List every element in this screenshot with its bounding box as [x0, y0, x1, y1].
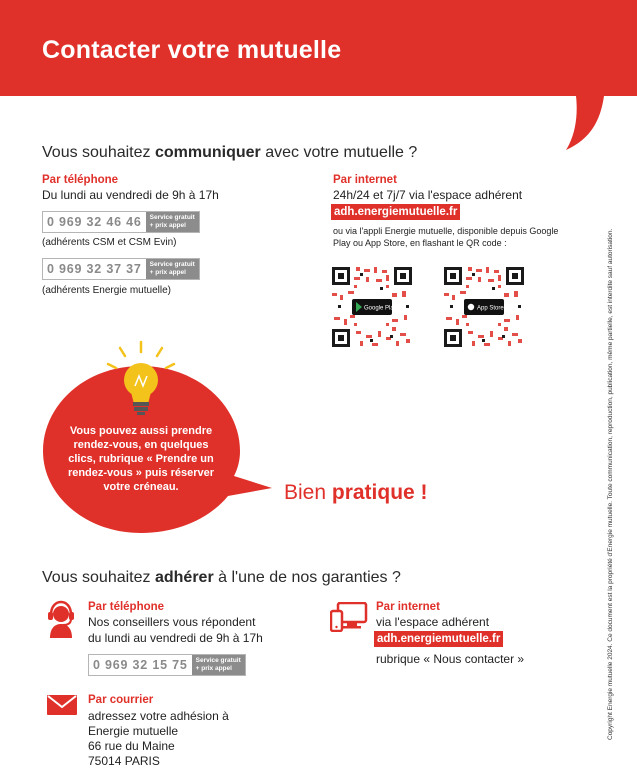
phone-label: Par téléphone — [42, 174, 119, 186]
adhere-phone-line2: du lundi au vendredi de 9h à 17h — [88, 631, 263, 645]
headset-agent-icon — [46, 600, 76, 638]
phone-number: 0 969 32 15 75 — [93, 658, 188, 672]
mail-address-line: 66 rue du Maine — [88, 739, 175, 753]
bubble-text: Vous pouvez aussi prendre rendez-vous, en quelques clics, rubrique « Prendre un rendez-vous » puis réserver votre créneau. — [67, 425, 215, 493]
copyright-notice: Copyright Energie mutuelle 2024. Ce document est la propriété d'Energie mutuelle. Toute communication, reproduction, publication, même partielle, est interdite sauf autorisation. — [607, 228, 614, 740]
adhere-internet-label: Par internet — [376, 601, 440, 613]
mail-address-line: 75014 PARIS — [88, 754, 160, 768]
phone-number: 0 969 32 46 46 — [47, 215, 142, 229]
app-store-qr-code[interactable] — [442, 265, 526, 349]
mail-address-line: Energie mutuelle — [88, 724, 179, 738]
google-play-qr-code[interactable] — [330, 265, 414, 349]
service-tag: Service gratuit + prix appel — [146, 259, 199, 279]
bien-pratique-tagline: Bien pratique ! — [284, 481, 428, 504]
service-tag: Service gratuit + prix appel — [192, 655, 245, 675]
adhere-phone-label: Par téléphone — [88, 601, 165, 613]
communicate-heading: Vous souhaitez communiquer avec votre mutuelle ? — [42, 144, 418, 161]
app-text: ou via l'appli Energie mutuelle, disponible depuis Google Play ou App Store, en flashant le QR code : — [333, 226, 559, 248]
internet-label: Par internet — [333, 174, 397, 186]
adhere-rubric: rubrique « Nous contacter » — [376, 652, 525, 666]
adhere-portal-link[interactable]: adh.energiemutuelle.fr — [374, 631, 503, 647]
adhere-phone-line1: Nos conseillers vous répondent — [88, 615, 256, 629]
header-banner — [0, 0, 637, 150]
internet-text: 24h/24 et 7j/7 via l'espace adhérent — [333, 188, 523, 202]
adhere-phone-number[interactable] — [88, 654, 246, 676]
phone-number-csm[interactable] — [42, 211, 200, 233]
mail-address-line: adressez votre adhésion à — [88, 709, 229, 723]
adhere-heading: Vous souhaitez adhérer à l'une de nos garanties ? — [42, 569, 401, 586]
page-title: Contacter votre mutuelle — [42, 36, 342, 64]
phone-hours: Du lundi au vendredi de 9h à 17h — [42, 188, 219, 202]
phone-number-energie[interactable] — [42, 258, 200, 280]
envelope-icon — [47, 695, 77, 715]
google-play-badge-text: Google Play — [364, 305, 397, 312]
adhere-internet-text: via l'espace adhérent — [376, 615, 490, 629]
devices-icon — [330, 602, 368, 632]
member-portal-link[interactable]: adh.energiemutuelle.fr — [331, 204, 460, 220]
service-tag: Service gratuit + prix appel — [146, 212, 199, 232]
phone-number: 0 969 32 37 37 — [47, 262, 142, 276]
app-store-badge-text: App Store — [477, 305, 504, 312]
phone-note-csm: (adhérents CSM et CSM Evin) — [42, 237, 177, 248]
mail-label: Par courrier — [88, 694, 154, 706]
phone-note-energie: (adhérents Energie mutuelle) — [42, 285, 171, 296]
